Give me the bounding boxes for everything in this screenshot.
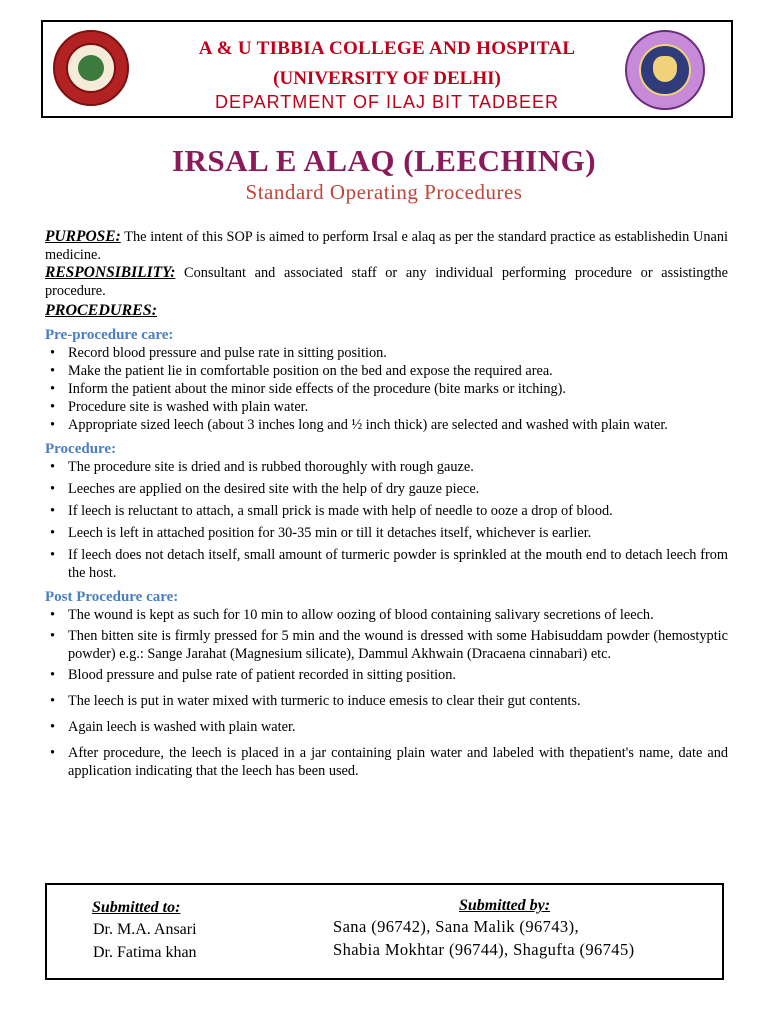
post-procedure-list xyxy=(45,606,728,780)
department-name: DEPARTMENT OF ILAJ BIT TADBEER xyxy=(214,92,560,112)
document-subtitle: Standard Operating Procedures xyxy=(245,180,523,204)
list-item: • Leeches are applied on the desired site with the help of dry gauze piece. xyxy=(45,480,728,498)
submitted-to-label: Submitted to: xyxy=(92,899,181,916)
purpose-paragraph xyxy=(45,228,728,264)
list-item: • If leech does not detach itself, small amount of turmeric powder is sprinkled at the mouth end to detach leech from the host. xyxy=(45,546,728,582)
list-item: • Record blood pressure and pulse rate in sitting position. xyxy=(45,344,728,362)
procedure-list xyxy=(45,458,728,582)
list-item: • The leech is put in water mixed with turmeric to induce emesis to clear their gut contents. xyxy=(45,692,728,710)
college-name: A & U TIBBIA COLLEGE AND HOSPITAL xyxy=(198,38,576,59)
list-item: • Leech is left in attached position for 30-35 min or till it detaches itself, whichever is earlier. xyxy=(45,524,728,542)
list-item: • The procedure site is dried and is rubbed thoroughly with rough gauze. xyxy=(45,458,728,476)
post-procedure-heading: Post Procedure care: xyxy=(45,589,179,605)
submitted-to-name: Dr. Fatima khan xyxy=(93,944,197,961)
submitted-by-names: Sana (96742), Sana Malik (96743), xyxy=(333,917,579,936)
responsibility-paragraph xyxy=(45,264,728,300)
header-box xyxy=(41,20,733,118)
sop-content xyxy=(45,228,728,783)
submitted-to-name: Dr. M.A. Ansari xyxy=(93,921,197,938)
list-item: • Make the patient lie in comfortable position on the bed and expose the required area. xyxy=(45,362,728,380)
list-item: • Then bitten site is firmly pressed for 5 min and the wound is dressed with some Habisuddam powder (hemostyptic powder) e.g.: Sange Jarahat (Magnesium silicate), Dammul Akhwain (Dracaena cinnabari) etc. xyxy=(45,627,728,663)
university-seal-logo xyxy=(625,30,705,110)
list-item: • Blood pressure and pulse rate of patient recorded in sitting position. xyxy=(45,666,728,684)
list-item: • The wound is kept as such for 10 min to allow oozing of blood containing salivary secretions of leech. xyxy=(45,606,728,624)
document-title: IRSAL E ALAQ (LEECHING) xyxy=(171,143,597,178)
submitted-by-names: Shabia Mokhtar (96744), Shagufta (96745) xyxy=(333,940,635,959)
pre-procedure-heading: Pre-procedure care: xyxy=(45,327,174,343)
purpose-label: PURPOSE: xyxy=(45,228,121,245)
pre-procedure-list xyxy=(45,344,728,434)
submission-box xyxy=(45,883,724,980)
responsibility-text: Consultant and associated staff or any individual performing procedure or assistingthe procedure. xyxy=(45,265,728,299)
purpose-text: The intent of this SOP is aimed to perform Irsal e alaq as per the standard practice as establishedin Unani medicine. xyxy=(45,229,728,263)
list-item: • If leech is reluctant to attach, a small prick is made with help of needle to ooze a drop of blood. xyxy=(45,502,728,520)
submitted-by-label: Submitted by: xyxy=(459,897,551,914)
list-item: • Appropriate sized leech (about 3 inches long and ½ inch thick) are selected and washed with plain water. xyxy=(45,416,728,434)
university-name: (UNIVERSITY OF DELHI) xyxy=(273,68,501,89)
procedure-heading: Procedure: xyxy=(45,441,117,457)
list-item: • Again leech is washed with plain water. xyxy=(45,718,728,736)
responsibility-label: RESPONSIBILITY: xyxy=(45,264,176,281)
list-item: • After procedure, the leech is placed in a jar containing plain water and labeled with thepatient's name, date and application indicating that the leech has been used. xyxy=(45,744,728,780)
list-item: • Inform the patient about the minor side effects of the procedure (bite marks or itching). xyxy=(45,380,728,398)
procedures-heading: PROCEDURES: xyxy=(45,302,158,319)
list-item: • Procedure site is washed with plain water. xyxy=(45,398,728,416)
